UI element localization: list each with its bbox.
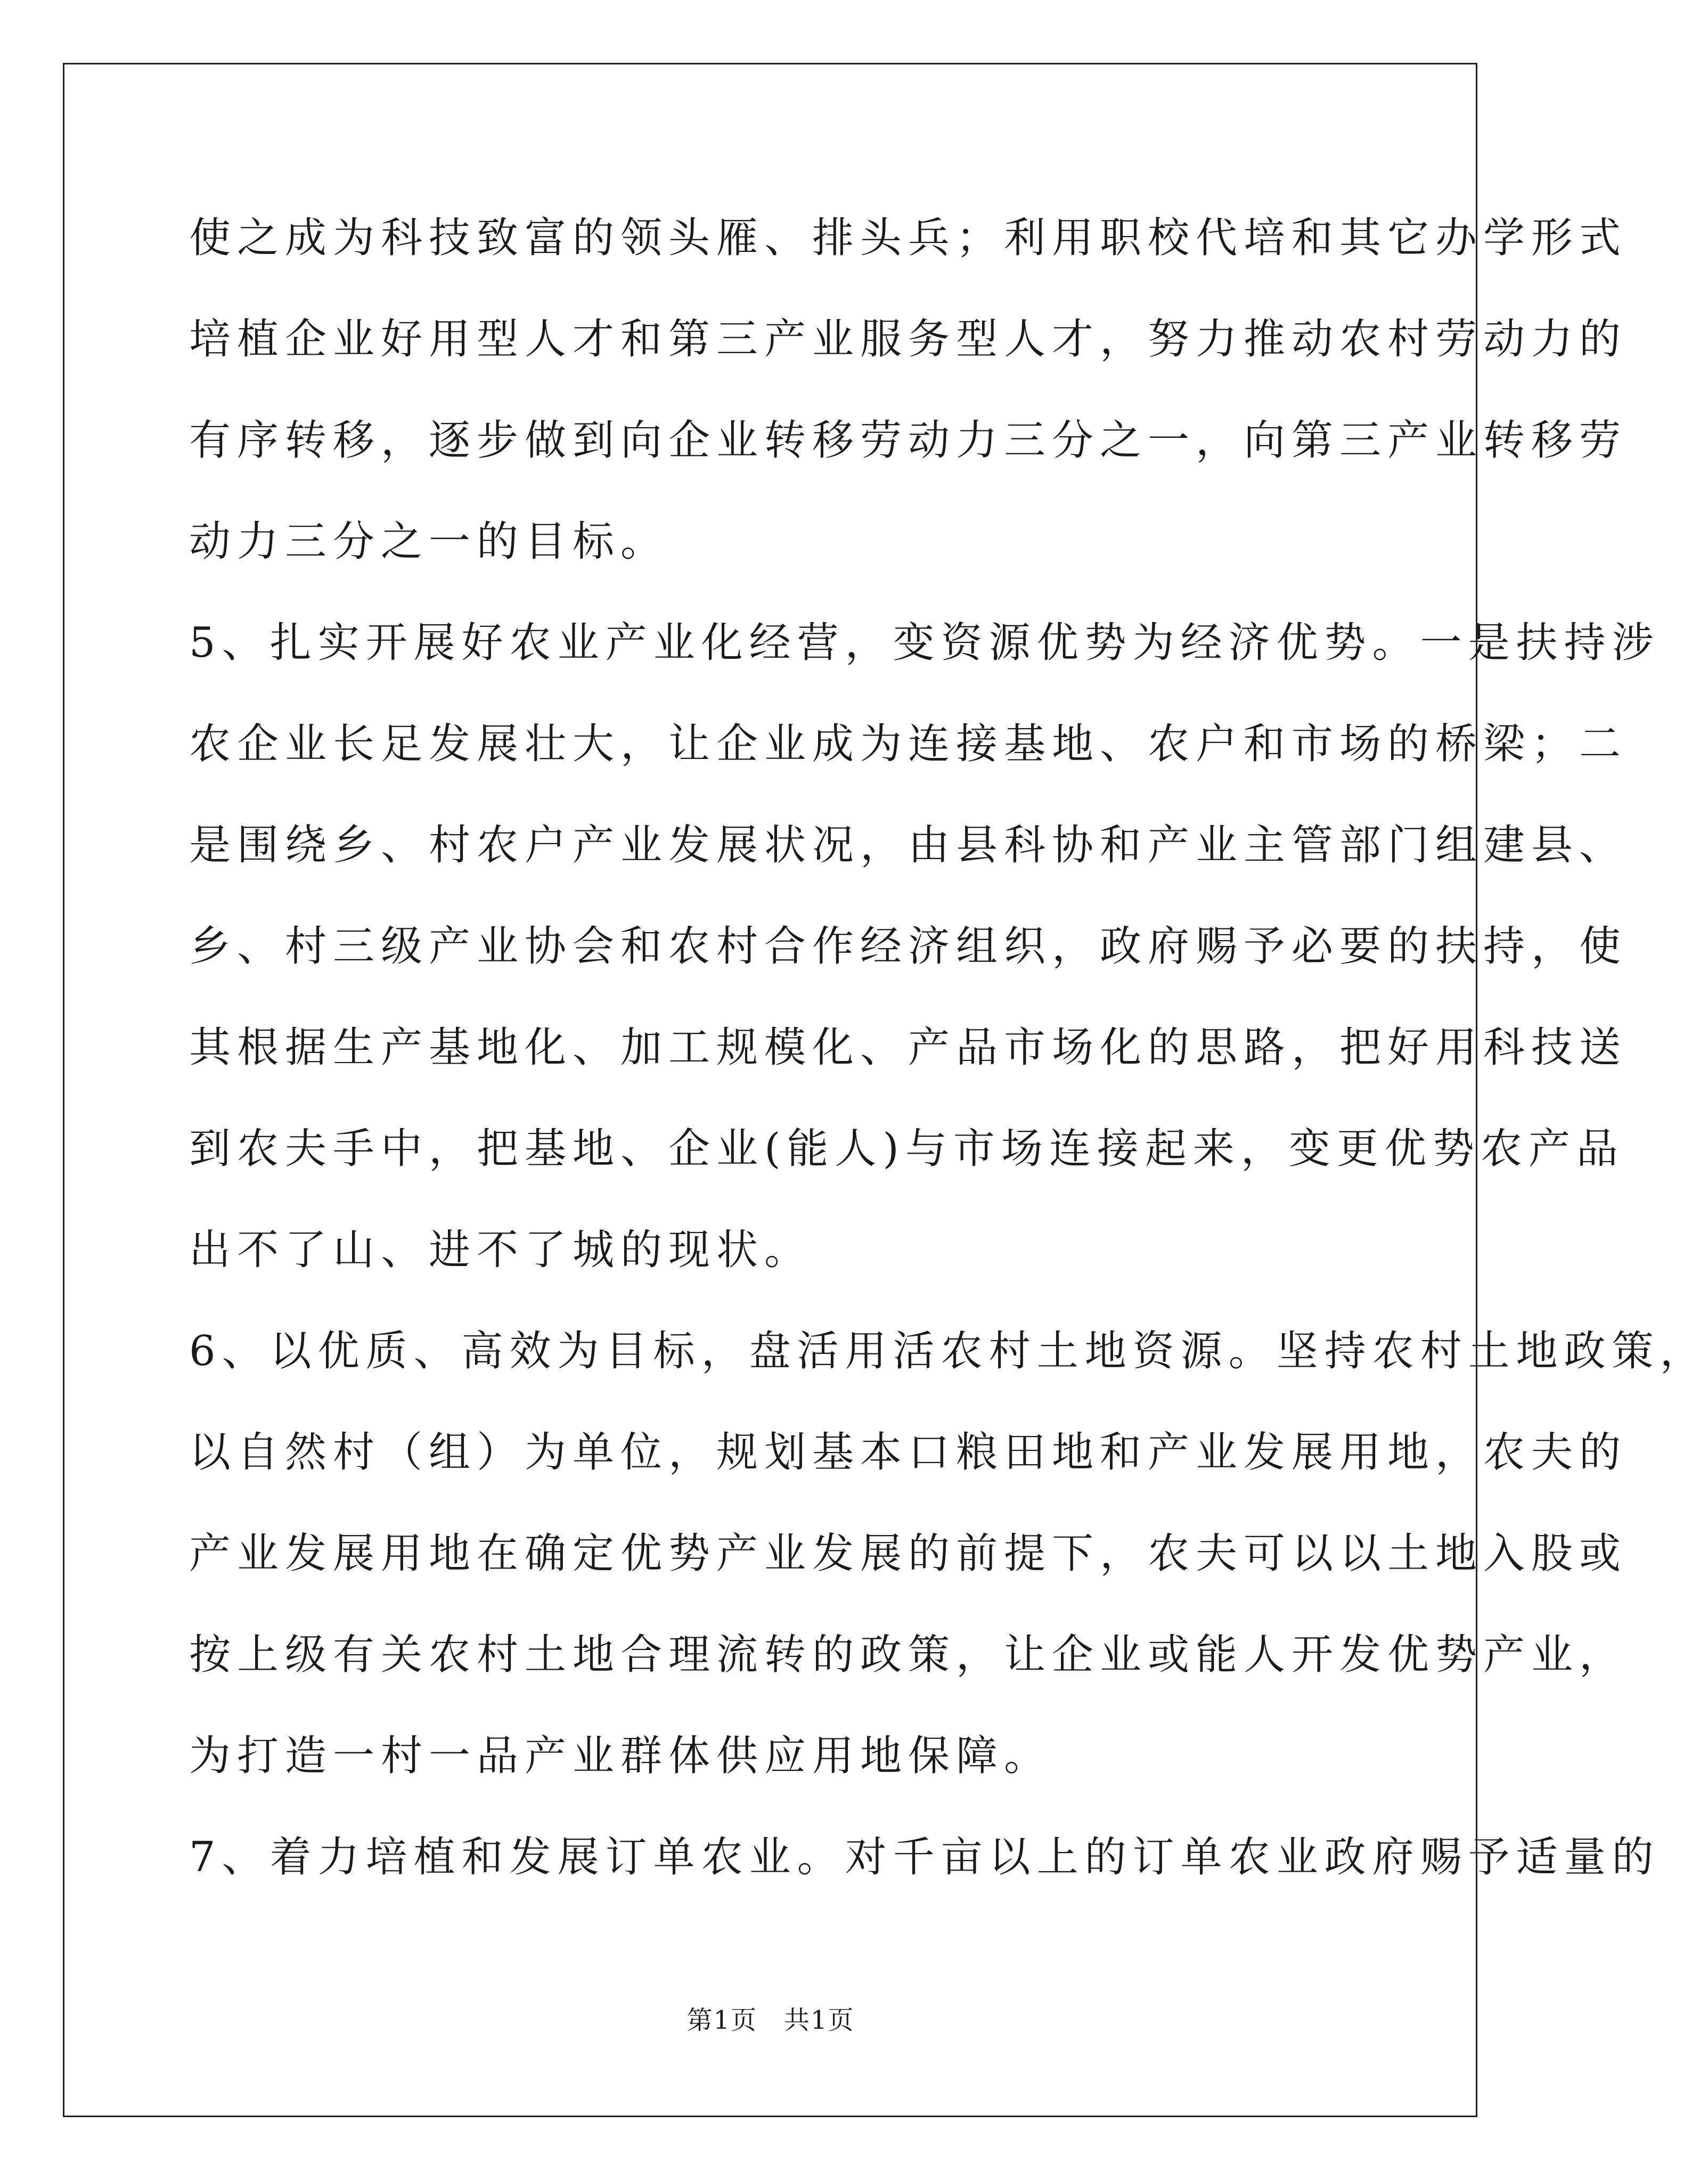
text-line: 到农夫手中，把基地、企业(能人)与市场连接起来，变更优势农产品 [189, 1125, 1624, 1173]
text-line: 5、扎实开展好农业产业化经营，变资源优势为经济优势。一是扶持涉 [189, 619, 1660, 667]
text-line: 按上级有关农村土地合理流转的政策，让企业或能人开发优势产业， [189, 1631, 1628, 1679]
text-line: 是围绕乡、村农户产业发展状况，由县科协和产业主管部门组建县、 [189, 821, 1628, 869]
text-line: 出不了山、进不了城的现状。 [189, 1226, 813, 1274]
page-footer: 第1页 共1页 [687, 2005, 855, 2035]
text-line: 有序转移，逐步做到向企业转移劳动力三分之一，向第三产业转移劳 [189, 417, 1628, 464]
text-line: 培植企业好用型人才和第三产业服务型人才，努力推动农村劳动力的 [189, 315, 1628, 363]
text-line: 乡、村三级产业协会和农村合作经济组织，政府赐予必要的扶持，使 [189, 922, 1628, 970]
text-line: 农企业长足发展壮大，让企业成为连接基地、农户和市场的桥梁；二 [189, 720, 1628, 768]
text-line: 以自然村（组）为单位，规划基本口粮田地和产业发展用地，农夫的 [189, 1428, 1628, 1476]
document-body [189, 198, 1708, 1918]
text-line: 其根据生产基地化、加工规模化、产品市场化的思路，把好用科技送 [189, 1024, 1628, 1072]
text-line: 7、着力培植和发展订单农业。对千亩以上的订单农业政府赐予适量的 [189, 1833, 1660, 1881]
text-line: 使之成为科技致富的领头雁、排头兵；利用职校代培和其它办学形式 [189, 214, 1628, 262]
text-line: 动力三分之一的目标。 [189, 518, 669, 566]
text-line: 为打造一村一品产业群体供应用地保障。 [189, 1732, 1052, 1780]
text-line: 产业发展用地在确定优势产业发展的前提下，农夫可以以土地入股或 [189, 1530, 1628, 1578]
text-line: 6、以优质、高效为目标，盘活用活农村土地资源。坚持农村土地政策， [189, 1327, 1708, 1375]
